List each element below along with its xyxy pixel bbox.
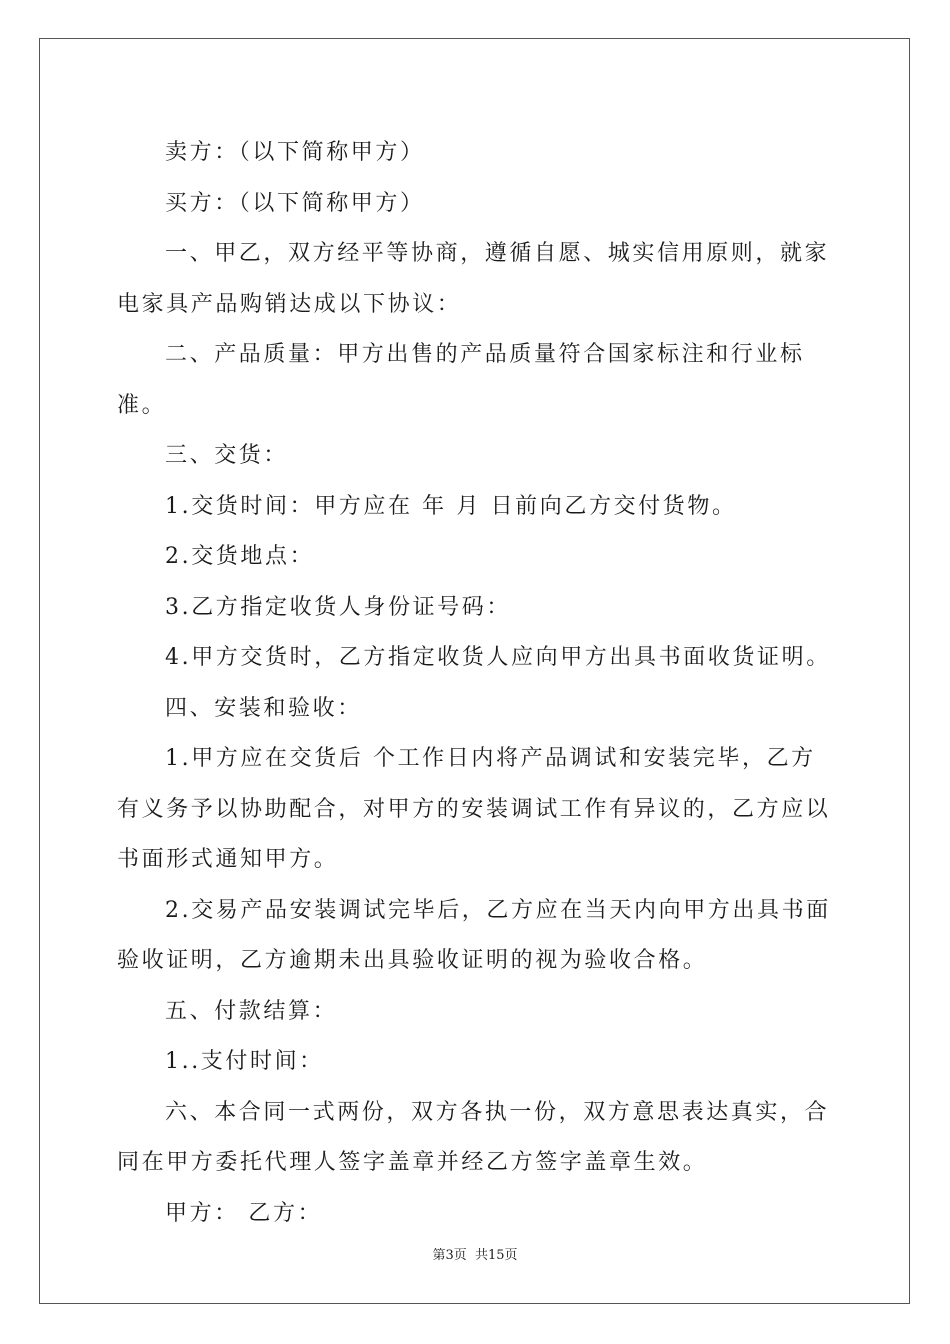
clause-6: 六、本合同一式两份，双方各执一份，双方意思表达真实，合同在甲方委托代理人签字盖章并经乙方签字盖章生效。 [117,1099,830,1175]
clause-3-heading: 三、交货： [165,443,289,468]
clause-3-item-1: 1.交货时间：甲方应在 年 月 日前向乙方交付货物。 [165,493,737,519]
clause-1: 一、甲乙，双方经平等协商，遵循自愿、城实信用原则，就家电家具产品购销达成以下协议： [117,241,830,317]
clause-3-item-2: 2.交货地点： [165,544,315,569]
clause-4-item-1: 1.甲方应在交货后 个工作日内将产品调试和安装完毕，乙方有义务予以协助配合，对甲方的安装调试工作有异议的，乙方应以书面形式通知甲方。 [117,746,831,872]
clause-4-item-2: 2.交易产品安装调试完毕后，乙方应在当天内向甲方出具书面验收证明，乙方逾期未出具验收证明的视为验收合格。 [117,897,831,973]
page-total: 共15页 [474,1248,518,1263]
page-number: 第3页 [432,1248,467,1263]
clause-3-item-4: 4.甲方交货时，乙方指定收货人应向甲方出具书面收货证明。 [165,645,831,670]
seller-line: 卖方：（以下简称甲方） [165,140,425,165]
clause-5-heading: 五、付款结算： [165,998,338,1024]
document-body [117,128,833,1239]
clause-4-heading: 四、安装和验收： [165,695,362,721]
clause-5-item-1: 1..支付时间： [165,1049,324,1074]
clause-2: 二、产品质量：甲方出售的产品质量符合国家标注和行业标准。 [117,342,805,418]
clause-3-item-3: 3.乙方指定收货人身份证号码： [165,594,511,620]
signature-line: 甲方： 乙方： [165,1200,323,1226]
page-footer [0,1244,950,1263]
buyer-line: 买方：（以下简称甲方） [165,190,425,216]
